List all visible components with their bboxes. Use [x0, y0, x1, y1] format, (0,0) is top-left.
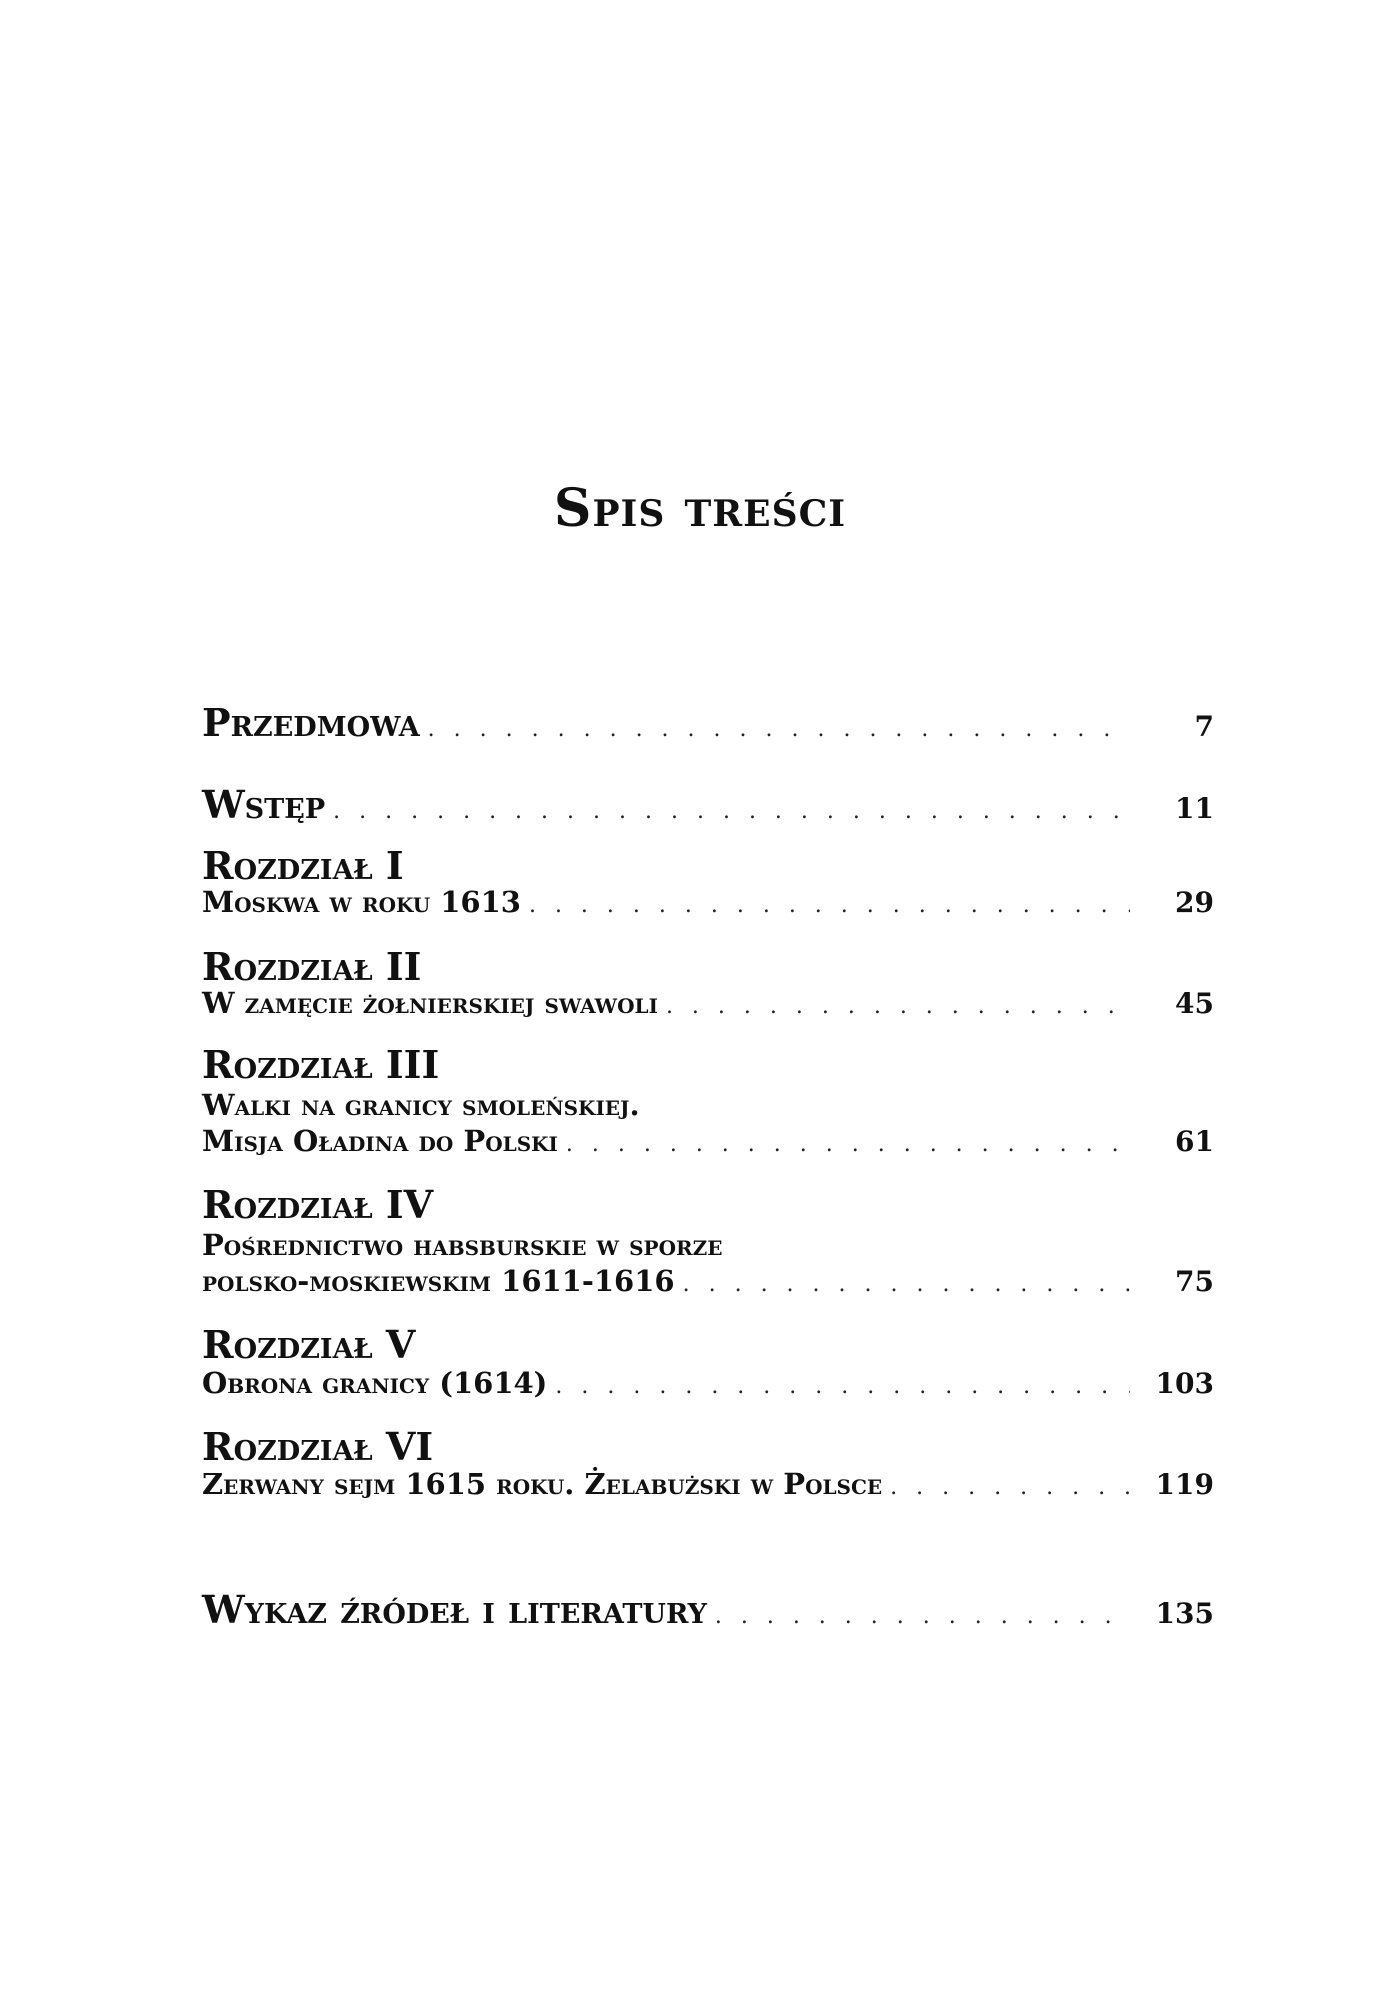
dot-leader [555, 1374, 1130, 1399]
page-number: 135 [1155, 1597, 1214, 1630]
dot-leader [666, 994, 1130, 1019]
toc-entry-label: Przedmowa [202, 700, 420, 745]
toc-entry-label: Misja Oładina do Polski [202, 1124, 558, 1158]
toc-entry-chapter-3-line-1: Walki na granicy smoleńskiej. [202, 1088, 640, 1122]
page-title: Spis treści [553, 478, 847, 539]
chapter-heading-4: Rozdział IV [202, 1182, 434, 1227]
page-number: 29 [1175, 886, 1214, 919]
chapter-heading-5: Rozdział V [202, 1322, 416, 1367]
toc-entry-label: Moskwa w roku 1613 [202, 885, 521, 919]
dot-leader [715, 1604, 1130, 1629]
page-number: 7 [1194, 710, 1214, 743]
toc-entry-przedmowa[interactable] [202, 700, 1214, 745]
chapter-heading-6: Rozdział VI [202, 1424, 434, 1469]
page-number: 11 [1175, 792, 1214, 825]
toc-entry-label: Obrona granicy (1614) [202, 1366, 548, 1400]
toc-entry-label: polsko-moskiewskim 1611-1616 [202, 1264, 675, 1298]
dot-leader [566, 1132, 1130, 1157]
toc-entry-chapter-4[interactable] [202, 1264, 1214, 1304]
toc-entry-wstep[interactable] [202, 782, 1214, 827]
toc-entry-label: W zamęcie żołnierskiej swawoli [202, 986, 658, 1020]
toc-entry-chapter-2[interactable] [202, 986, 1214, 1026]
toc-entry-chapter-6[interactable] [202, 1467, 1214, 1507]
toc-entry-chapter-4-line-1: Pośrednictwo habsburskie w sporze [202, 1228, 723, 1262]
toc-entry-label: Wstęp [202, 782, 326, 827]
dot-leader [428, 717, 1130, 742]
page-number: 45 [1175, 987, 1214, 1020]
chapter-heading-3: Rozdział III [202, 1042, 440, 1087]
chapter-heading-1: Rozdział I [202, 843, 404, 888]
dot-leader [529, 893, 1130, 918]
toc-entry-chapter-1[interactable] [202, 885, 1214, 925]
toc-entry-wykaz[interactable] [202, 1587, 1214, 1632]
page-number: 103 [1155, 1367, 1214, 1400]
toc-entry-label: Zerwany sejm 1615 roku. Żelabużski w Polsce [202, 1467, 883, 1501]
page-number: 61 [1175, 1125, 1214, 1158]
dot-leader [890, 1475, 1130, 1500]
toc-entry-chapter-5[interactable] [202, 1366, 1214, 1406]
dot-leader [333, 799, 1130, 824]
page-number: 75 [1175, 1265, 1214, 1298]
dot-leader [683, 1272, 1130, 1297]
chapter-heading-2: Rozdział II [202, 944, 422, 989]
page-number: 119 [1155, 1468, 1214, 1501]
toc-entry-chapter-3[interactable] [202, 1124, 1214, 1164]
toc-entry-label: Wykaz źródeł i literatury [202, 1587, 707, 1632]
